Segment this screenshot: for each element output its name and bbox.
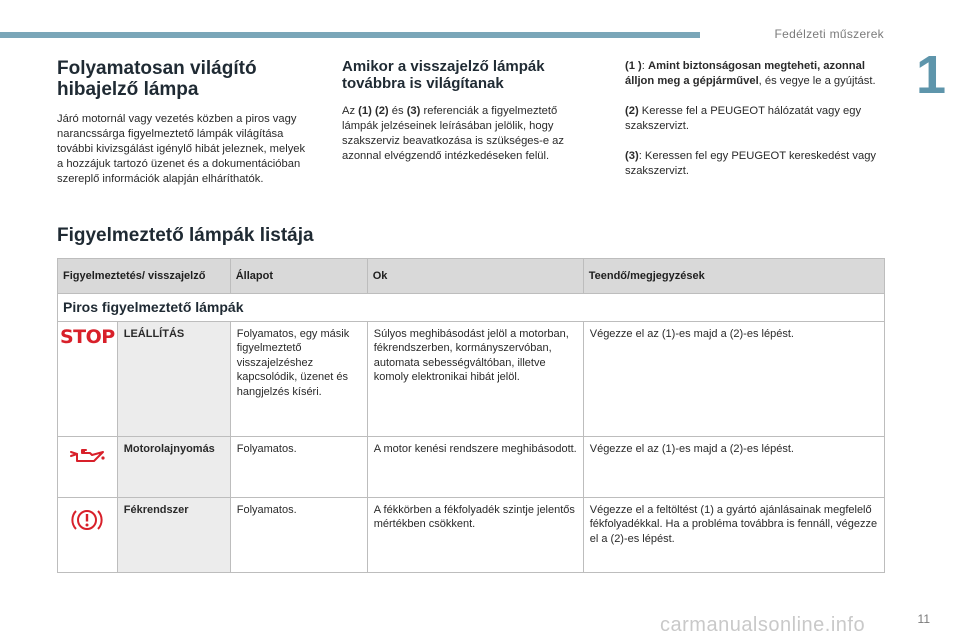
- row-state: Folyamatos.: [230, 436, 367, 497]
- row-name: Motorolajnyomás: [117, 436, 230, 497]
- header-cause: Ok: [367, 259, 583, 294]
- warning-lamp-table: [57, 258, 885, 573]
- intro-column: [57, 58, 307, 198]
- persist-title: Amikor a visszajelző lámpák továbbra is világítanak: [342, 58, 545, 92]
- brake-warning-icon: [70, 506, 104, 534]
- row-cause: Súlyos meghibásodást jelöl a motorban, fékrendszerben, kormányszervóban, automata sebességváltóban, illetve komoly elektronikai hibát jelöl.: [367, 321, 583, 436]
- row-cause: A fékkörben a fékfolyadék szintje jelentős mértékben csökkent.: [367, 497, 583, 572]
- persist-column: [342, 58, 592, 175]
- header-indicator: Figyelmeztetés/ visszajelző: [58, 259, 231, 294]
- page-number: 11: [917, 612, 930, 626]
- note-3: (3): Keressen fel egy PEUGEOT kereskedést vagy szakszervizt.: [625, 150, 877, 177]
- chapter-number: 1: [915, 45, 946, 105]
- section-title: Piros figyelmeztető lámpák: [58, 294, 885, 322]
- watermark: carmanualsonline.info: [660, 614, 866, 636]
- stop-icon: STOP: [60, 325, 115, 348]
- header-accent-bar: [0, 32, 700, 38]
- persist-body: Az (1) (2) és (3) referenciák a figyelmeztető lámpák jelzéseinek leírásában jelölik, hogy szakszerviz beavatkozása is szükséges-e az azonnal elvégzendő intézkedéseken felül.: [342, 105, 564, 162]
- notes-column: [625, 59, 885, 194]
- list-title: Figyelmeztető lámpák listája: [57, 225, 314, 246]
- intro-title: Folyamatosan világító hibajelző lámpa: [57, 58, 257, 100]
- header-action: Teendő/megjegyzések: [583, 259, 884, 294]
- row-action: Végezze el a feltöltést (1) a gyártó ajánlásainak megfelelő fékfolyadékkal. Ha a probléma továbbra is fennáll, végezze el a (2)-es lépést.: [583, 497, 884, 572]
- row-action: Végezze el az (1)-es majd a (2)-es lépést.: [583, 321, 884, 436]
- running-head: Fedélzeti műszerek: [774, 27, 884, 41]
- section-row: [58, 294, 885, 322]
- table-row: [58, 321, 885, 436]
- note-2: (2) Keresse fel a PEUGEOT hálózatát vagy egy szakszervizt.: [625, 105, 862, 132]
- note-1: (1 ): Amint biztonságosan megteheti, azonnal álljon meg a gépjárművel, és vegye le a gyújtást.: [625, 60, 876, 87]
- row-state: Folyamatos, egy másik figyelmeztető visszajelzéshez kapcsolódik, üzenet és hangjelzés kíséri.: [230, 321, 367, 436]
- table-row: [58, 436, 885, 497]
- row-name: LEÁLLÍTÁS: [117, 321, 230, 436]
- table-header-row: [58, 259, 885, 294]
- row-cause: A motor kenési rendszere meghibásodott.: [367, 436, 583, 497]
- row-action: Végezze el az (1)-es majd a (2)-es lépést.: [583, 436, 884, 497]
- row-state: Folyamatos.: [230, 497, 367, 572]
- header-state: Állapot: [230, 259, 367, 294]
- oil-can-icon: [68, 445, 106, 465]
- row-name: Fékrendszer: [117, 497, 230, 572]
- intro-body: Járó motornál vagy vezetés közben a piros vagy narancssárga figyelmeztető lámpák világítása további kivizsgálást igénylő hibát jeleznek, melyek a hozzájuk tartozó üzenet és a dokumentációban szereplő információk alapján elháríthatók.: [57, 113, 306, 185]
- table-row: [58, 497, 885, 572]
